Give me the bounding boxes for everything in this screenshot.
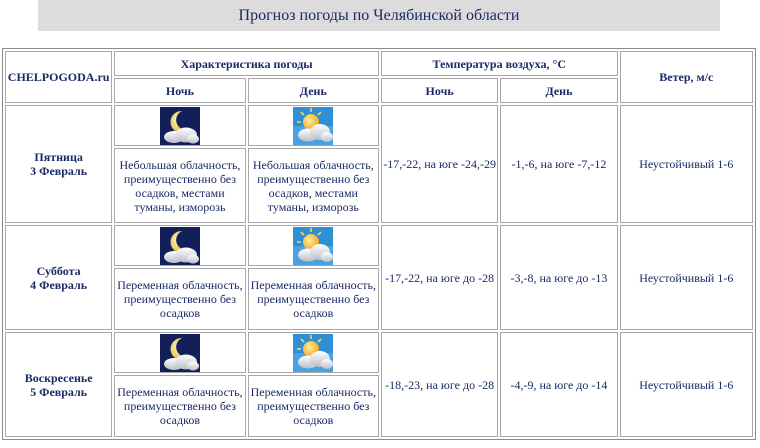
moon-cloud-night-icon xyxy=(160,334,200,372)
day-description: Переменная облачность, преимущественно без осадков xyxy=(248,268,379,330)
weather-header: Характеристика погоды xyxy=(114,51,379,76)
night-icon-cell xyxy=(114,225,245,266)
wind-header: Ветер, м/с xyxy=(620,51,753,103)
temperature-header: Температура воздуха, °С xyxy=(381,51,618,76)
night-icon-cell xyxy=(114,332,245,373)
day-name: Воскресенье xyxy=(24,370,93,385)
day-label xyxy=(5,105,112,223)
day-icon-cell xyxy=(248,105,379,146)
night-description: Небольшая облачность, преимущественно без осадков, местами туманы, изморозь xyxy=(114,148,245,223)
forecast-row xyxy=(5,332,753,373)
wind-value: Неустойчивый 1-6 xyxy=(620,332,753,437)
temp-night-header: Ночь xyxy=(381,78,498,103)
temp-day: -3,-8, на юге до -13 xyxy=(500,225,617,330)
day-icon-cell xyxy=(248,225,379,266)
forecast-table xyxy=(2,48,756,440)
day-date: 3 Февраль xyxy=(30,164,88,178)
temp-night: -18,-23, на юге до -28 xyxy=(381,332,498,437)
brand-logo-text: CHELPOGODA.ru xyxy=(5,51,112,103)
temp-day: -1,-6, на юге -7,-12 xyxy=(500,105,617,223)
temp-night: -17,-22, на юге -24,-29 xyxy=(381,105,498,223)
day-label xyxy=(5,332,112,437)
day-date: 4 Февраль xyxy=(30,277,88,292)
page-title: Прогноз погоды по Челябинской области xyxy=(38,0,720,31)
weather-night-header: Ночь xyxy=(114,78,245,103)
day-name: Пятница xyxy=(34,150,83,164)
night-icon-cell xyxy=(114,105,245,146)
sun-cloud-day-icon xyxy=(293,107,333,145)
day-icon-cell xyxy=(248,332,379,373)
temp-day: -4,-9, на юге до -14 xyxy=(500,332,617,437)
wind-value: Неустойчивый 1-6 xyxy=(620,105,753,223)
temp-day-header: День xyxy=(500,78,617,103)
day-description: Переменная облачность, преимущественно без осадков xyxy=(248,375,379,437)
day-name: Суббота xyxy=(36,263,81,278)
moon-cloud-night-icon xyxy=(160,107,200,145)
night-description: Переменная облачность, преимущественно без осадков xyxy=(114,375,245,437)
weather-day-header: День xyxy=(248,78,379,103)
sun-cloud-day-icon xyxy=(293,227,333,265)
forecast-row xyxy=(5,105,753,146)
day-label xyxy=(5,225,112,330)
day-date: 5 Февраль xyxy=(30,384,88,399)
night-description: Переменная облачность, преимущественно без осадков xyxy=(114,268,245,330)
day-description: Небольшая облачность, преимущественно без осадков, местами туманы, изморозь xyxy=(248,148,379,223)
wind-value: Неустойчивый 1-6 xyxy=(620,225,753,330)
sun-cloud-day-icon xyxy=(293,334,333,372)
forecast-row xyxy=(5,225,753,266)
temp-night: -17,-22, на юге до -28 xyxy=(381,225,498,330)
moon-cloud-night-icon xyxy=(160,227,200,265)
